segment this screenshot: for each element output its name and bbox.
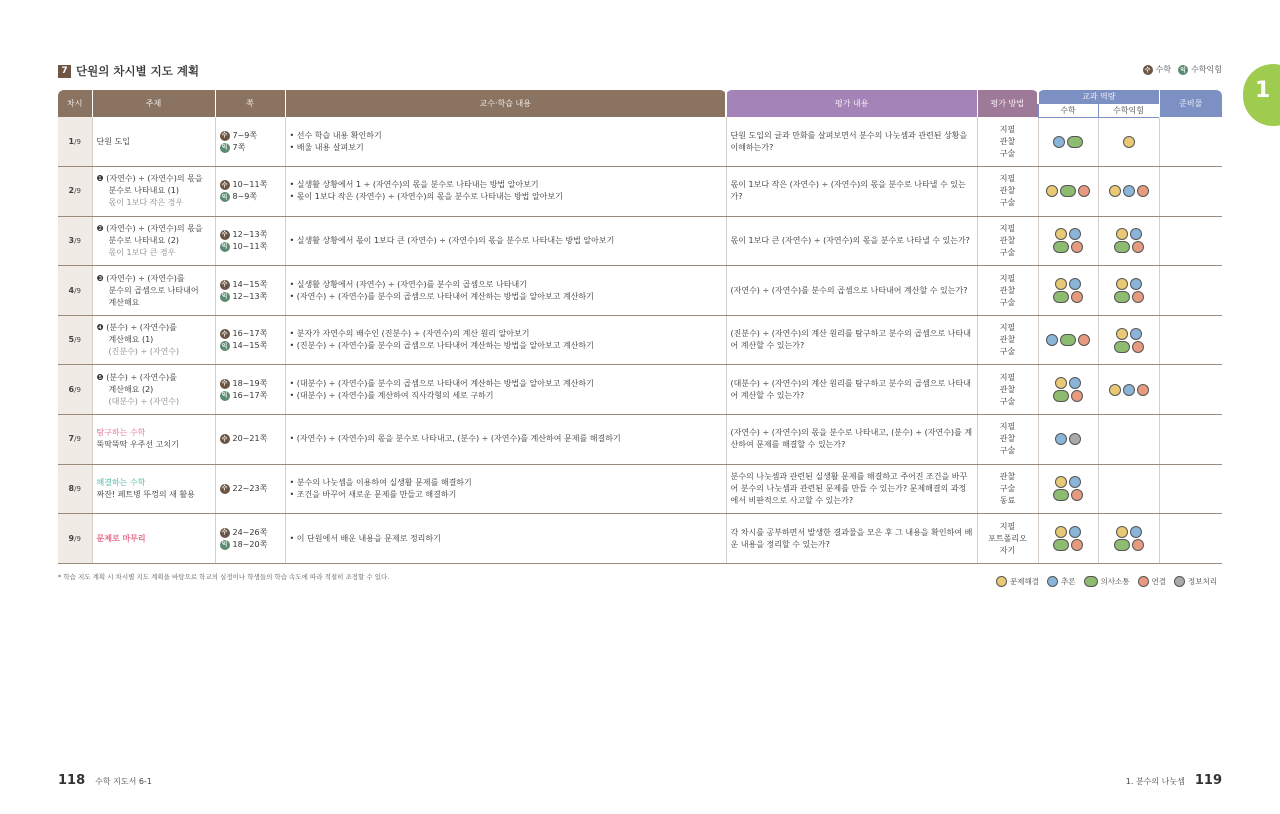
problem-solving-icon (1109, 185, 1121, 197)
topic-line: ❺ (분수) ÷ (자연수)를 (96, 372, 177, 382)
method-item: 구술 (999, 396, 1016, 406)
legend-label: 문제해결 (1010, 577, 1040, 586)
connection-icon (1137, 185, 1149, 197)
section-number-badge: 7 (58, 65, 71, 78)
problem-solving-icon (1046, 185, 1058, 197)
table-row (58, 117, 1222, 167)
topic-line: 뚝딱뚝딱 우주선 고치기 (96, 440, 179, 450)
topic-line: ❶ (자연수) ÷ (자연수)의 몫을 (96, 174, 203, 184)
workbook-icon: 익 (220, 242, 230, 252)
section-heading: 단원의 차시별 지도 계획 (76, 64, 200, 78)
topic-line: 분수로 나타내요 (1) (108, 186, 180, 196)
method-item: 관찰 (999, 471, 1016, 481)
footer-right (1126, 773, 1222, 788)
method-item: 지필 (999, 124, 1016, 134)
topic-cell (92, 315, 215, 365)
reasoning-icon (1123, 384, 1135, 396)
footer-left (58, 773, 152, 788)
page-cell (215, 415, 285, 465)
method-item: 동료 (999, 495, 1016, 505)
connection-icon (1132, 341, 1144, 353)
method-item: 지필 (999, 521, 1016, 531)
lesson-number: 5/9 (58, 315, 92, 365)
legend-label: 정보처리 (1188, 577, 1217, 586)
content-item: • 배울 내용 살펴보기 (289, 142, 364, 152)
content-item: • (대분수) ÷ (자연수)를 계산하여 직사각형의 세로 구하기 (289, 390, 494, 400)
content-cell (285, 514, 726, 564)
page-cell (215, 266, 285, 316)
prep-cell (1159, 216, 1222, 266)
math-book-icon: 수 (220, 528, 230, 538)
content-cell (285, 167, 726, 217)
problem-solving-icon (1123, 136, 1135, 148)
topic-line: 몫이 1보다 작은 경우 (108, 198, 184, 208)
legend-label: 추론 (1061, 577, 1076, 586)
content-item: • 실생활 상황에서 1 ÷ (자연수)의 몫을 분수로 나타내는 방법 알아보기 (289, 180, 539, 190)
page-ref: 수 10~11쪽 (220, 179, 281, 191)
communication-icon (1114, 291, 1130, 303)
table-row (58, 216, 1222, 266)
comp-math-cell (1038, 216, 1098, 266)
topic-line: ❷ (자연수) ÷ (자연수)의 몫을 (96, 223, 203, 233)
content-item: • (자연수) ÷ (자연수)의 몫을 분수로 나타내고, (분수) ÷ (자연수)를 계산하여 문제를 해결하기 (289, 434, 621, 444)
content-cell (285, 315, 726, 365)
comp-math-cell (1038, 464, 1098, 514)
math-book-icon: 수 (220, 434, 230, 444)
reasoning-icon (1047, 576, 1058, 587)
table-row (58, 514, 1222, 564)
content-item: • 실생활 상황에서 몫이 1보다 큰 (자연수) ÷ (자연수)의 몫을 분수로 나타내는 방법 알아보기 (289, 235, 615, 245)
workbook-icon: 익 (220, 391, 230, 401)
method-item: 구술 (999, 347, 1016, 357)
lesson-number: 1/9 (58, 117, 92, 167)
unit-title: 1. 분수의 나눗셈 (1125, 777, 1185, 786)
reasoning-icon (1055, 433, 1067, 445)
prep-cell (1159, 464, 1222, 514)
method-item: 구술 (999, 198, 1016, 208)
content-item: • 분수의 나눗셈을 이용하여 실생활 문제를 해결하기 (289, 477, 472, 487)
math-book-icon: 수 (220, 230, 230, 240)
topic-cell (92, 167, 215, 217)
method-item: 지필 (999, 323, 1016, 333)
table-row (58, 464, 1222, 514)
method-item: 지필 (999, 174, 1016, 184)
legend-label: 연결 (1151, 577, 1167, 586)
topic-line: (대분수) ÷ (자연수) (108, 396, 180, 406)
page-cell (215, 365, 285, 415)
competency-legend (996, 576, 1222, 587)
connection-icon (1071, 390, 1083, 402)
lesson-plan-table (58, 90, 1222, 564)
method-item: 지필 (999, 372, 1016, 382)
communication-icon (1060, 334, 1076, 346)
prep-cell (1159, 415, 1222, 465)
method-item: 관찰 (999, 434, 1016, 444)
method-item: 구술 (999, 148, 1016, 158)
method-item: 관찰 (999, 186, 1016, 196)
connection-icon (1071, 489, 1083, 501)
reasoning-icon (1130, 526, 1142, 538)
table-row (58, 167, 1222, 217)
eval-cell: (자연수) ÷ (자연수)의 몫을 분수로 나타내고, (분수) ÷ (자연수)를 계산하여 문제를 해결할 수 있는가? (726, 415, 977, 465)
communication-icon (1114, 539, 1130, 551)
book-title: 수학 지도서 6-1 (95, 777, 152, 786)
problem-solving-icon (1055, 377, 1067, 389)
method-cell (977, 464, 1038, 514)
method-item: 지필 (999, 422, 1016, 432)
page-ref: 익 8~9쪽 (220, 191, 281, 203)
comp-work-cell (1098, 315, 1159, 365)
eval-cell: 분수의 나눗셈과 관련된 실생활 문제를 해결하고 주어진 조건을 바꾸어 분수의 나눗셈과 관련된 문제를 만들 수 있는가? 문제해결의 과정에서 비판적으로 사고할 수 있는가? (726, 464, 977, 514)
eval-cell: 몫이 1보다 큰 (자연수) ÷ (자연수)의 몫을 분수로 나타낼 수 있는가? (726, 216, 977, 266)
method-cell (977, 167, 1038, 217)
communication-icon (1060, 185, 1076, 197)
connection-icon (1071, 241, 1083, 253)
problem-solving-icon (1116, 526, 1128, 538)
topic-line: ❸ (자연수) ÷ (자연수)를 (96, 273, 185, 283)
header-prep: 준비물 (1159, 90, 1222, 117)
content-cell (285, 464, 726, 514)
method-item: 관찰 (999, 136, 1016, 146)
topic-cell (92, 464, 215, 514)
math-book-icon: 수 (220, 180, 230, 190)
content-cell (285, 365, 726, 415)
topic-line: (진분수) ÷ (자연수) (108, 347, 180, 357)
problem-solving-icon (1116, 328, 1128, 340)
header-eval-content: 평가 내용 (726, 90, 977, 117)
communication-icon (1053, 241, 1069, 253)
prep-cell (1159, 167, 1222, 217)
communication-icon (1053, 291, 1069, 303)
lesson-number: 2/9 (58, 167, 92, 217)
reasoning-icon (1123, 185, 1135, 197)
comp-math-cell (1038, 315, 1098, 365)
comp-math-cell (1038, 365, 1098, 415)
problem-solving-icon (1116, 278, 1128, 290)
topic-line: 계산해요 (2) (108, 384, 154, 394)
communication-icon (1114, 341, 1130, 353)
reasoning-icon (1069, 278, 1081, 290)
header-page: 쪽 (215, 90, 285, 117)
eval-cell: (대분수) ÷ (자연수)의 계산 원리를 탐구하고 분수의 곱셈으로 나타내어 계산할 수 있는가? (726, 365, 977, 415)
method-cell (977, 415, 1038, 465)
eval-cell: 단원 도입의 글과 만화를 살펴보면서 분수의 나눗셈과 관련된 상황을 이해하는가? (726, 117, 977, 167)
problem-solving-icon (1116, 228, 1128, 240)
table-row (58, 365, 1222, 415)
table-row (58, 415, 1222, 465)
header-competency: 교과 역량 (1038, 90, 1159, 103)
topic-cell (92, 415, 215, 465)
comp-work-cell (1098, 464, 1159, 514)
chapter-tab[interactable]: 1 (1243, 64, 1280, 126)
page-cell (215, 464, 285, 514)
table-row (58, 315, 1222, 365)
method-item: 구술 (999, 297, 1016, 307)
topic-cell (92, 514, 215, 564)
problem-solving-icon (1055, 476, 1067, 488)
connection-icon (1132, 539, 1144, 551)
connection-icon (1132, 291, 1144, 303)
communication-icon (1084, 576, 1098, 587)
topic-line: 짜잔! 페트병 뚜껑의 새 활용 (96, 489, 195, 499)
topic-line: 분수의 곱셈으로 나타내어 (108, 285, 199, 295)
method-item: 자기 (999, 545, 1016, 555)
method-item: 지필 (999, 223, 1016, 233)
content-item: • 분자가 자연수의 배수인 (진분수) ÷ (자연수)의 계산 원리 알아보기 (289, 329, 530, 339)
comp-math-cell (1038, 266, 1098, 316)
content-item: • (자연수) ÷ (자연수)를 분수의 곱셈으로 나타내어 계산하는 방법을 알아보고 계산하기 (289, 291, 594, 301)
comp-work-cell (1098, 266, 1159, 316)
lesson-number: 3/9 (58, 216, 92, 266)
connection-icon (1138, 576, 1149, 587)
content-item: • 이 단원에서 배운 내용을 문제로 정리하기 (289, 533, 441, 543)
topic-line: 해결하는 수학 (96, 477, 146, 487)
info-processing-icon (1174, 576, 1185, 587)
header-topic: 주제 (92, 90, 215, 117)
communication-icon (1114, 241, 1130, 253)
reasoning-icon (1130, 228, 1142, 240)
comp-math-cell (1038, 167, 1098, 217)
communication-icon (1053, 390, 1069, 402)
workbook-icon: 익 (1178, 65, 1188, 75)
connection-icon (1078, 334, 1090, 346)
method-item: 관찰 (999, 235, 1016, 245)
page-cell (215, 315, 285, 365)
content-item: • 몫이 1보다 작은 (자연수) ÷ (자연수)의 몫을 분수로 나타내는 방법 알아보기 (289, 192, 563, 202)
header-comp-work: 수학익힘 (1098, 103, 1159, 117)
eval-cell: (진분수) ÷ (자연수)의 계산 원리를 탐구하고 분수의 곱셈으로 나타내어 계산할 수 있는가? (726, 315, 977, 365)
method-item: 구술 (999, 446, 1016, 456)
book-legend (1143, 64, 1222, 75)
method-item: 포트폴리오 (988, 533, 1027, 543)
reasoning-icon (1069, 476, 1081, 488)
comp-math-cell (1038, 514, 1098, 564)
math-book-icon: 수 (1143, 65, 1153, 75)
page-ref: 익 12~13쪽 (220, 291, 281, 303)
content-cell (285, 216, 726, 266)
page-ref: 수 14~15쪽 (220, 279, 281, 291)
prep-cell (1159, 514, 1222, 564)
eval-cell: (자연수) ÷ (자연수)를 분수의 곱셈으로 나타내어 계산할 수 있는가? (726, 266, 977, 316)
eval-cell: 각 차시를 공부하면서 발생한 결과물을 모은 후 그 내용을 확인하여 배운 내용을 정리할 수 있는가? (726, 514, 977, 564)
workbook-icon: 익 (220, 341, 230, 351)
comp-work-cell (1098, 514, 1159, 564)
page-ref: 익 10~11쪽 (220, 241, 281, 253)
communication-icon (1053, 489, 1069, 501)
content-item: • (대분수) ÷ (자연수)를 분수의 곱셈으로 나타내어 계산하는 방법을 알아보고 계산하기 (289, 378, 594, 388)
page-ref: 수 7~9쪽 (220, 130, 281, 142)
content-item: • (진분수) ÷ (자연수)를 분수의 곱셈으로 나타내어 계산하는 방법을 알아보고 계산하기 (289, 341, 594, 351)
topic-line: 계산해요 (108, 297, 140, 307)
communication-icon (1067, 136, 1083, 148)
math-book-icon: 수 (220, 484, 230, 494)
topic-line: 분수로 나타내요 (2) (108, 235, 180, 245)
eval-cell: 몫이 1보다 작은 (자연수) ÷ (자연수)의 몫을 분수로 나타낼 수 있는가? (726, 167, 977, 217)
communication-icon (1053, 539, 1069, 551)
topic-cell (92, 117, 215, 167)
topic-cell (92, 216, 215, 266)
page-cell (215, 117, 285, 167)
workbook-icon: 익 (220, 143, 230, 153)
page-ref: 익 14~15쪽 (220, 340, 281, 352)
header-comp-math: 수학 (1038, 103, 1098, 117)
comp-work-cell (1098, 415, 1159, 465)
section-title (58, 63, 199, 79)
page-ref: 수 20~21쪽 (220, 433, 281, 445)
page-ref: 익 16~17쪽 (220, 390, 281, 402)
topic-line: 계산해요 (1) (108, 335, 154, 345)
comp-math-cell (1038, 117, 1098, 167)
method-item: 구술 (999, 247, 1016, 257)
lesson-number: 9/9 (58, 514, 92, 564)
method-cell (977, 365, 1038, 415)
content-item: • 조건을 바꾸어 새로운 문제를 만들고 해결하기 (289, 489, 457, 499)
header-lesson: 차시 (58, 90, 92, 117)
reasoning-icon (1046, 334, 1058, 346)
lesson-number: 7/9 (58, 415, 92, 465)
page-cell (215, 167, 285, 217)
workbook-label: 수학익힘 (1191, 65, 1222, 74)
topic-line: 몫이 1보다 큰 경우 (108, 247, 176, 257)
math-book-label: 수학 (1155, 65, 1172, 74)
workbook-icon: 익 (220, 192, 230, 202)
reasoning-icon (1069, 526, 1081, 538)
page-ref: 수 24~26쪽 (220, 527, 281, 539)
topic-cell (92, 266, 215, 316)
topic-line: 단원 도입 (96, 136, 130, 146)
page-cell (215, 514, 285, 564)
comp-work-cell (1098, 117, 1159, 167)
footnote: * 학습 지도 계획 시 차시별 지도 계획을 바탕으로 학교의 실정이나 학생들의 학습 속도에 따라 적절히 조정할 수 있다. (58, 573, 390, 581)
topic-line: ❹ (분수) ÷ (자연수)를 (96, 323, 177, 333)
legend-label: 의사소통 (1100, 577, 1130, 586)
topic-cell (92, 365, 215, 415)
reasoning-icon (1069, 228, 1081, 240)
comp-work-cell (1098, 365, 1159, 415)
comp-work-cell (1098, 216, 1159, 266)
header-eval-method: 평가 방법 (977, 90, 1038, 117)
problem-solving-icon (1109, 384, 1121, 396)
math-book-icon: 수 (220, 131, 230, 141)
prep-cell (1159, 365, 1222, 415)
problem-solving-icon (1055, 228, 1067, 240)
lesson-number: 4/9 (58, 266, 92, 316)
topic-line: 문제로 마무리 (96, 533, 146, 543)
lesson-number: 8/9 (58, 464, 92, 514)
content-item: • 선수 학습 내용 확인하기 (289, 130, 382, 140)
info-processing-icon (1069, 433, 1081, 445)
reasoning-icon (1069, 377, 1081, 389)
method-item: 관찰 (999, 384, 1016, 394)
page-ref: 수 12~13쪽 (220, 229, 281, 241)
method-cell (977, 315, 1038, 365)
method-cell (977, 117, 1038, 167)
topic-line: 탐구하는 수학 (96, 428, 146, 438)
page-ref: 수 18~19쪽 (220, 378, 281, 390)
reasoning-icon (1130, 328, 1142, 340)
method-item: 지필 (999, 273, 1016, 283)
comp-math-cell (1038, 415, 1098, 465)
method-cell (977, 216, 1038, 266)
method-cell (977, 514, 1038, 564)
page-ref: 수 16~17쪽 (220, 328, 281, 340)
connection-icon (1071, 539, 1083, 551)
content-item: • 실생활 상황에서 (자연수) ÷ (자연수)를 분수의 곱셈으로 나타내기 (289, 279, 527, 289)
header-content: 교수·학습 내용 (285, 90, 726, 117)
page-ref: 익 7쪽 (220, 142, 281, 154)
workbook-icon: 익 (220, 540, 230, 550)
method-item: 구술 (999, 483, 1016, 493)
prep-cell (1159, 117, 1222, 167)
comp-work-cell (1098, 167, 1159, 217)
prep-cell (1159, 266, 1222, 316)
math-book-icon: 수 (220, 280, 230, 290)
page-ref: 익 18~20쪽 (220, 539, 281, 551)
page-number-right: 119 (1194, 773, 1222, 788)
math-book-icon: 수 (220, 379, 230, 389)
page-cell (215, 216, 285, 266)
page-ref: 수 22~23쪽 (220, 483, 281, 495)
content-cell (285, 415, 726, 465)
method-item: 관찰 (999, 285, 1016, 295)
problem-solving-icon (996, 576, 1007, 587)
connection-icon (1078, 185, 1090, 197)
reasoning-icon (1053, 136, 1065, 148)
method-item: 관찰 (999, 335, 1016, 345)
problem-solving-icon (1055, 526, 1067, 538)
connection-icon (1137, 384, 1149, 396)
reasoning-icon (1130, 278, 1142, 290)
connection-icon (1132, 241, 1144, 253)
content-cell (285, 266, 726, 316)
method-cell (977, 266, 1038, 316)
lesson-number: 6/9 (58, 365, 92, 415)
connection-icon (1071, 291, 1083, 303)
workbook-icon: 익 (220, 292, 230, 302)
prep-cell (1159, 315, 1222, 365)
math-book-icon: 수 (220, 329, 230, 339)
page-number-left: 118 (58, 773, 86, 788)
problem-solving-icon (1055, 278, 1067, 290)
content-cell (285, 117, 726, 167)
table-row (58, 266, 1222, 316)
